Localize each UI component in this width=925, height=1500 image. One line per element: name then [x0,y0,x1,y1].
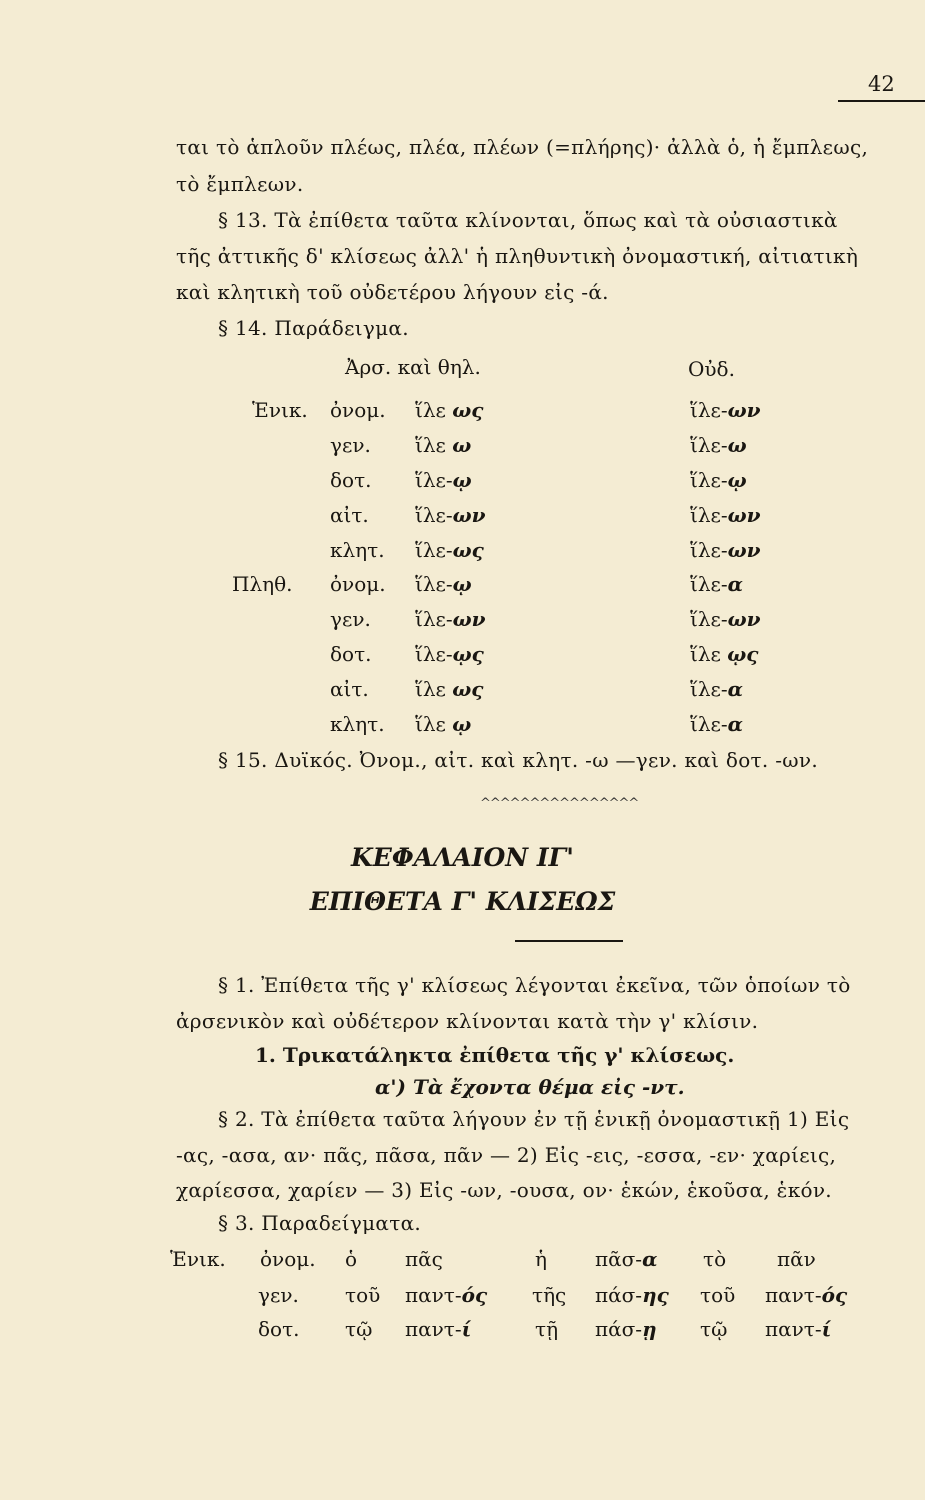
article-fem: τῇ [535,1317,559,1341]
stem: ἵλε- [690,572,728,596]
form-masc-fem [415,433,471,457]
case-label: αἰτ. [330,503,369,527]
ending: ῃ [642,1317,657,1341]
stem: ἵλε [415,398,446,422]
stem: πᾶσ- [595,1247,643,1271]
form-fem [595,1247,657,1271]
form-masc-fem [415,607,486,631]
ending: α [642,1247,658,1271]
ending: ί [821,1317,832,1341]
form-neuter [777,1247,816,1271]
ending: ως [452,398,484,422]
table1-plural-label: Πληθ. [232,572,293,596]
text-line: ἀρσενικὸν καὶ οὐδέτερον κλίνονται κατὰ τὴν γ' κλίσιν. [176,1009,759,1033]
form-masc-fem [415,468,472,492]
case-label: ὀνομ. [330,572,386,596]
stem: ἵλε- [690,538,728,562]
chapter-title: ΚΕΦΑΛΑΙΟΝ ΙΓ' [351,843,574,872]
form-neuter [690,503,761,527]
article-fem: τῆς [532,1283,567,1307]
article-masc: τῷ [345,1317,373,1341]
case-label: δοτ. [330,468,372,492]
text-line: τὸ ἔμπλεων. [176,172,304,196]
case-label: ὀνομ. [330,398,386,422]
stem: πᾶν [777,1247,816,1271]
ornament-divider: ^^^^^^^^^^^^^^^^ [480,796,639,811]
article-neuter: τῷ [700,1317,728,1341]
form-neuter [690,468,747,492]
form-neuter [690,433,747,457]
article-masc: τοῦ [345,1283,381,1307]
table1-header-masc-fem: Ἀρσ. καὶ θηλ. [345,355,481,379]
stem: ἵλε [690,642,721,666]
stem: ἵλε- [415,468,453,492]
ending: ῳ [452,712,472,736]
ending: ων [727,398,761,422]
form-neuter [765,1317,831,1341]
paragraph-3: § 3. Παραδείγματα. [218,1211,422,1235]
case-label: γεν. [258,1283,299,1307]
stem: παντ- [405,1317,462,1341]
case-label: γεν. [330,433,371,457]
paragraph-2: § 2. Τὰ ἐπίθετα ταῦτα λήγουν ἐν τῇ ἑνικῇ ὀνομαστικῇ 1) Εἰς [218,1107,850,1131]
case-label: δοτ. [258,1317,300,1341]
ending: ως [452,538,484,562]
case-label: δοτ. [330,642,372,666]
case-label: κλητ. [330,712,385,736]
case-label: γεν. [330,607,371,631]
form-neuter [690,712,743,736]
form-neuter [690,538,761,562]
form-masc [405,1247,443,1271]
stem: παντ- [765,1283,822,1307]
stem: ἵλε [415,712,446,736]
form-masc-fem [415,503,486,527]
ending: ω [727,433,747,457]
form-fem [595,1283,669,1307]
stem: ἵλε- [690,712,728,736]
form-masc-fem [415,677,483,701]
stem: παντ- [765,1317,822,1341]
ending: α [727,712,744,736]
paragraph-1: § 1. Ἐπίθετα τῆς γ' κλίσεως λέγονται ἐκεῖνα, τῶν ὁποίων τὸ [218,973,851,997]
stem: ἵλε- [690,468,728,492]
ending: ων [727,503,761,527]
text-line: χαρίεσσα, χαρίεν — 3) Εἰς -ων, -ουσα, ον· ἑκών, ἑκοῦσα, ἑκόν. [176,1178,832,1202]
stem: ἵλε- [415,503,453,527]
ending: ῳ [452,572,472,596]
text-line: ται τὸ ἁπλοῦν πλέως, πλέα, πλέων (=πλήρης)· ἀλλὰ ὁ, ἡ ἔμπλεως, [176,135,869,159]
section-heading: 1. Τρικατάληκτα ἐπίθετα τῆς γ' κλίσεως. [255,1043,735,1067]
form-neuter [765,1283,847,1307]
stem: ἵλε [415,433,446,457]
form-masc-fem [415,712,471,736]
paragraph-15: § 15. Δυϊκός. Ὀνομ., αἰτ. καὶ κλητ. -ω —γεν. καὶ δοτ. -ων. [218,748,819,772]
ending: ῳ [727,468,747,492]
stem: πᾶς [405,1247,443,1271]
stem: ἵλε [415,677,446,701]
ending: ων [727,538,761,562]
chapter-rule [515,940,623,942]
form-masc [405,1317,471,1341]
form-neuter [690,642,758,666]
form-masc-fem [415,572,472,596]
ending: ως [452,677,484,701]
form-neuter [690,572,743,596]
ending: ῳς [452,642,484,666]
form-masc-fem [415,642,484,666]
page-number-rule [838,100,925,102]
ending: ης [642,1283,669,1307]
stem: πάσ- [595,1283,643,1307]
table1-singular-label: Ἑνικ. [252,398,308,422]
stem: παντ- [405,1283,462,1307]
ending: ων [727,607,761,631]
stem: ἵλε- [415,607,453,631]
stem: ἵλε- [690,398,728,422]
table1-header-neuter: Οὐδ. [688,357,735,381]
text-line: καὶ κλητικὴ τοῦ οὐδετέρου λήγουν εἰς -ά. [176,280,609,304]
ending: α [727,677,744,701]
ending: ί [461,1317,472,1341]
subsection-heading: α') Τὰ ἔχοντα θέμα εἰς -ντ. [375,1075,685,1099]
stem: ἵλε- [690,433,728,457]
paragraph-13: § 13. Τὰ ἐπίθετα ταῦτα κλίνονται, ὅπως καὶ τὰ οὐσιαστικὰ [218,208,838,232]
stem: ἵλε- [690,503,728,527]
chapter-subtitle: ΕΠΙΘΕΤΑ Γ' ΚΛΙΣΕΩΣ [309,887,616,916]
form-neuter [690,677,743,701]
case-label: ὀνομ. [260,1247,316,1271]
article-neuter: τὸ [703,1247,727,1271]
ending: ων [452,607,486,631]
ending: ός [461,1283,488,1307]
form-neuter [690,607,761,631]
stem: ἵλε- [415,572,453,596]
table2-singular-label: Ἑνικ. [170,1247,226,1271]
ending: ω [452,433,472,457]
article-masc: ὁ [345,1247,358,1271]
article-neuter: τοῦ [700,1283,736,1307]
stem: ἵλε- [690,677,728,701]
form-masc-fem [415,538,484,562]
case-label: κλητ. [330,538,385,562]
form-masc-fem [415,398,483,422]
case-label: αἰτ. [330,677,369,701]
form-masc [405,1283,487,1307]
article-fem: ἡ [535,1247,547,1271]
ending: ων [452,503,486,527]
stem: ἵλε- [690,607,728,631]
text-line: -ας, -ασα, αν· πᾶς, πᾶσα, πᾶν — 2) Εἰς -εις, -εσσα, -εν· χαρίεις, [176,1143,837,1167]
page-number: 42 [868,72,895,96]
stem: ἵλε- [415,642,453,666]
form-fem [595,1317,657,1341]
stem: ἵλε- [415,538,453,562]
ending: α [727,572,744,596]
ending: ῳς [727,642,759,666]
ending: ός [821,1283,848,1307]
stem: πάσ- [595,1317,643,1341]
form-neuter [690,398,761,422]
text-line: τῆς ἀττικῆς δ' κλίσεως ἀλλ' ἡ πληθυντικὴ ὀνομαστική, αἰτιατικὴ [176,244,859,268]
ending: ῳ [452,468,472,492]
paragraph-14: § 14. Παράδειγμα. [218,316,409,340]
